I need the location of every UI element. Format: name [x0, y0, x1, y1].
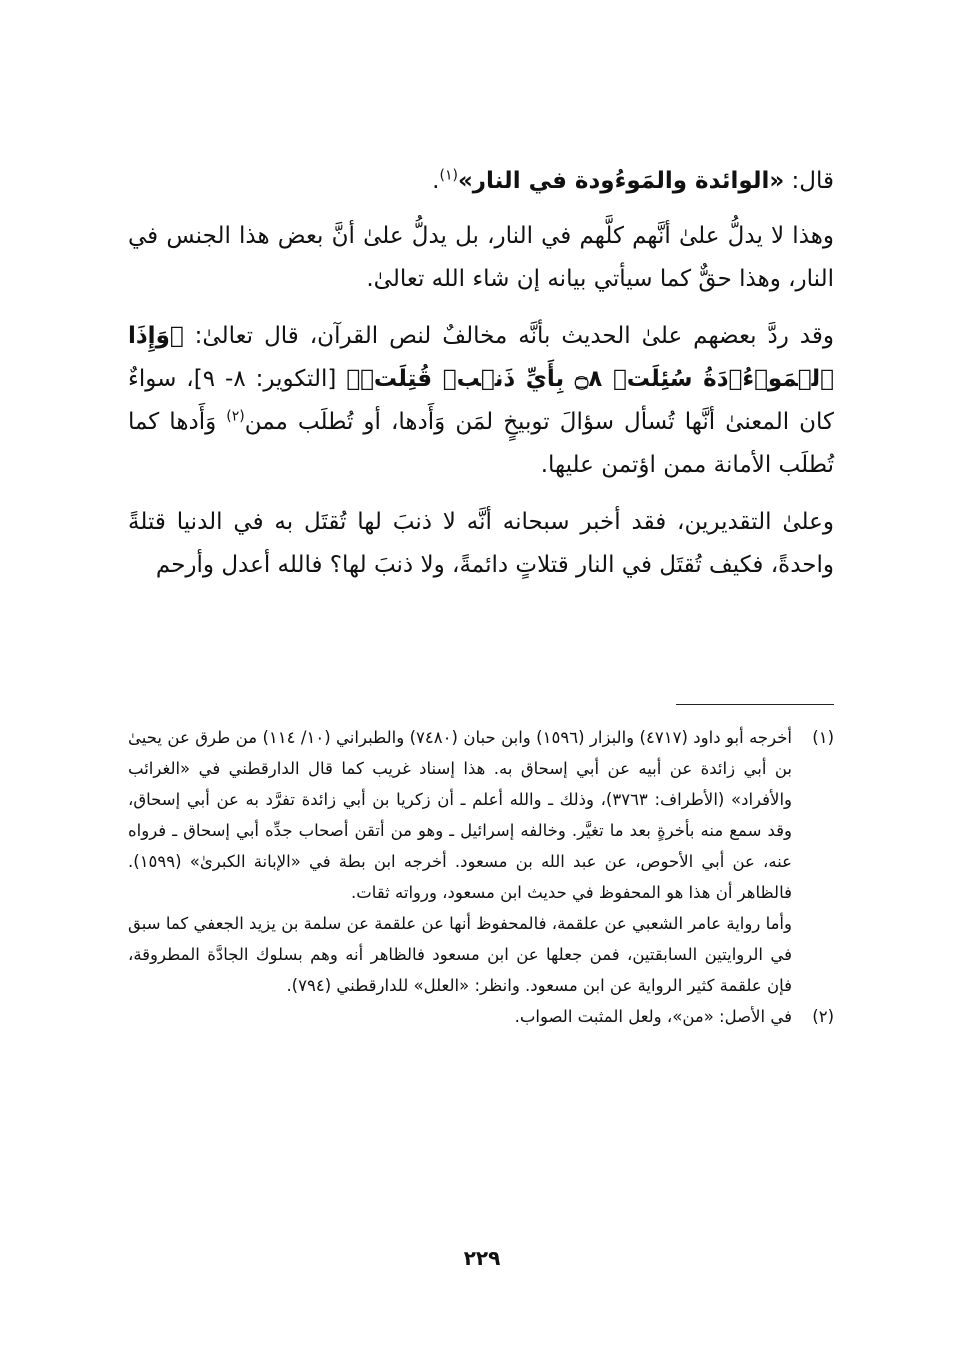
quran-verse: ﴿وَإِذَا ٱلۡمَوۡءُۥدَةُ سُئِلَتۡ ۝٨ بِأَيِّ ذَنۢبٖ قُتِلَتۡ﴾: [128, 323, 834, 392]
footnote-1-body: [128, 722, 792, 1001]
footnote-2-body: [128, 1001, 792, 1032]
footnote-1: [128, 722, 834, 1001]
footnote-ref-1[interactable]: (١): [439, 167, 458, 184]
p3-mid: ، سواءٌ كان المعنىٰ أنَّها تُسأل سؤالَ توبيخٍ لمَن وَأَدها، أو تُطلَب ممن: [128, 366, 834, 435]
footnote-2-number: (٢): [812, 1007, 834, 1026]
main-text: [128, 160, 834, 601]
p1-end: .: [432, 168, 440, 194]
p1-prefix: قال:: [784, 168, 834, 194]
paragraph-3: [128, 315, 834, 487]
p3-start: وقد ردَّ بعضهم علىٰ الحديث بأنَّه مخالفٌ لنص القرآن، قال تعالىٰ:: [183, 323, 834, 349]
paragraph-4: وعلىٰ التقديرين، فقد أخبر سبحانه أنَّه لا ذنبَ لها تُقتَل به في الدنيا قتلةً واحدةً، فكيف تُقتَل في النار قتلاتٍ دائمةً، ولا ذنبَ لها؟ فالله أعدل وأرحم: [128, 509, 834, 578]
footnote-1-paragraph-1: أخرجه أبو داود (٤٧١٧) والبزار (١٥٩٦) وابن حبان (٧٤٨٠) والطبراني (١٠/ ١١٤) من طرق عن يحيىٰ بن أبي زائدة عن أبيه عن أبي إسحاق به. هذا إسناد غريب كما قال الدارقطني في «الغرائب والأفراد» (الأطراف: ٣٧٦٣)، وذلك ـ والله أعلم ـ أن زكريا بن أبي زائدة تفرَّد به عن أبي إسحاق، وقد سمع منه بأخرةٍ بعد ما تغيَّر. وخالفه إسرائيل ـ وهو من أتقن أصحاب جدِّه أبي إسحاق ـ فرواه عنه، عن أبي الأحوص، عن عبد الله بن مسعود. أخرجه ابن بطة في «الإبانة الكبرىٰ» (١٥٩٩). فالظاهر أن هذا هو المحفوظ في حديث ابن مسعود، ورواته ثقات.: [128, 728, 793, 902]
footnote-1-paragraph-2: وأما رواية عامر الشعبي عن علقمة، فالمحفوظ أنها عن علقمة عن سلمة بن يزيد الجعفي كما سبق في الروايتين السابقتين، فمن جعلها عن ابن مسعود فالظاهر أنه وهم بسلوك الجادَّة المطروقة، فإن علقمة كثير الرواية عن ابن مسعود. وانظر: «العلل» للدارقطني (٧٩٤).: [128, 914, 792, 995]
footnotes: [128, 722, 834, 1032]
paragraph-2: وهذا لا يدلُّ علىٰ أنَّهم كلَّهم في النار، بل يدلُّ علىٰ أنَّ بعض هذا الجنس في النار، وهذا حقٌّ كما سيأتي بيانه إن شاء الله تعالىٰ.: [128, 223, 834, 292]
paragraph-1: [128, 160, 834, 203]
hadith-quote: «الوائدة والمَوءُودة في النار»: [457, 168, 785, 194]
footnote-2-text: في الأصل: «من»، ولعل المثبت الصواب.: [514, 1007, 792, 1026]
page-number: ٢٢٩: [463, 1246, 501, 1270]
footnote-2: [128, 1001, 834, 1032]
footnote-1-number: (١): [812, 728, 834, 747]
p3-end: وَأَدها كما تُطلَب الأمانة ممن اؤتمن عليها.: [128, 409, 834, 478]
footnote-ref-2[interactable]: (٢): [226, 408, 245, 425]
footnote-separator: [676, 704, 834, 705]
verse-citation: [التكوير: ٨- ٩]: [193, 366, 347, 392]
